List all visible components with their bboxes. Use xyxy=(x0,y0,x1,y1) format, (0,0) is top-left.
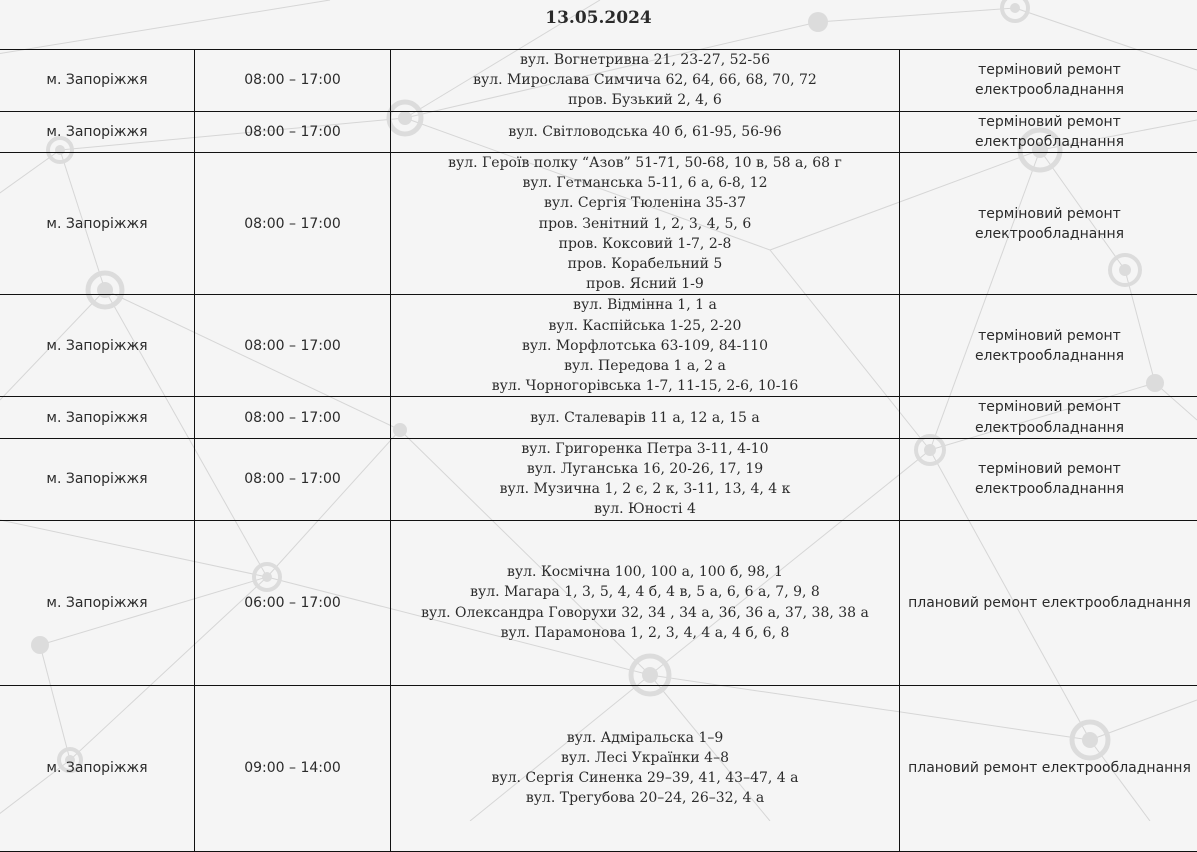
address-line: вул. Григоренка Петра 3-11, 4-10 xyxy=(393,439,897,459)
addresses-cell xyxy=(391,111,900,152)
reason-cell: терміновий ремонт електрообладнання xyxy=(900,295,1197,397)
address-line: вул. Вогнетривна 21, 23-27, 52-56 xyxy=(393,50,897,70)
address-line: вул. Морфлотська 63-109, 84-110 xyxy=(393,336,897,356)
address-line: пров. Коксовий 1-7, 2-8 xyxy=(393,234,897,254)
address-line: пров. Зенітний 1, 2, 3, 4, 5, 6 xyxy=(393,214,897,234)
time-cell: 08:00 – 17:00 xyxy=(195,438,391,520)
city-cell: м. Запоріжжя xyxy=(0,520,195,685)
address-line: вул. Каспійська 1-25, 2-20 xyxy=(393,316,897,336)
address-line: пров. Бузький 2, 4, 6 xyxy=(393,90,897,110)
reason-cell: терміновий ремонт електрообладнання xyxy=(900,397,1197,438)
address-line: вул. Чорногорівська 1-7, 11-15, 2-6, 10-16 xyxy=(393,376,897,396)
address-line: вул. Юності 4 xyxy=(393,499,897,519)
address-line: вул. Магара 1, 3, 5, 4, 4 б, 4 в, 5 а, 6, 6 а, 7, 9, 8 xyxy=(393,582,897,602)
address-line: вул. Луганська 16, 20-26, 17, 19 xyxy=(393,459,897,479)
city-cell: м. Запоріжжя xyxy=(0,153,195,295)
table-row xyxy=(0,111,1197,152)
time-cell: 08:00 – 17:00 xyxy=(195,295,391,397)
table-row xyxy=(0,438,1197,520)
table-row xyxy=(0,397,1197,438)
addresses-cell xyxy=(391,153,900,295)
table-row xyxy=(0,295,1197,397)
time-cell: 08:00 – 17:00 xyxy=(195,111,391,152)
reason-cell: терміновий ремонт електрообладнання xyxy=(900,50,1197,112)
addresses-cell xyxy=(391,685,900,851)
table-row xyxy=(0,153,1197,295)
reason-cell: терміновий ремонт електрообладнання xyxy=(900,438,1197,520)
reason-cell: плановий ремонт електрообладнання xyxy=(900,520,1197,685)
address-line: вул. Передова 1 а, 2 а xyxy=(393,356,897,376)
reason-cell: терміновий ремонт електрообладнання xyxy=(900,153,1197,295)
city-cell: м. Запоріжжя xyxy=(0,438,195,520)
table-row xyxy=(0,520,1197,685)
city-cell: м. Запоріжжя xyxy=(0,111,195,152)
city-cell: м. Запоріжжя xyxy=(0,295,195,397)
city-cell: м. Запоріжжя xyxy=(0,397,195,438)
addresses-cell xyxy=(391,397,900,438)
time-cell: 08:00 – 17:00 xyxy=(195,397,391,438)
address-line: вул. Гетманська 5-11, 6 а, 6-8, 12 xyxy=(393,173,897,193)
address-line: вул. Сергія Синенка 29–39, 41, 43–47, 4 а xyxy=(393,768,897,788)
table-row xyxy=(0,685,1197,851)
table-row xyxy=(0,50,1197,112)
outage-schedule-table xyxy=(0,49,1197,852)
address-line: вул. Олександра Говорухи 32, 34 , 34 а, 36, 36 а, 37, 38, 38 а xyxy=(393,603,897,623)
address-line: вул. Героїв полку “Азов” 51-71, 50-68, 10 в, 58 а, 68 г xyxy=(393,153,897,173)
schedule-date-heading: 13.05.2024 xyxy=(0,8,1197,28)
address-line: вул. Парамонова 1, 2, 3, 4, 4 а, 4 б, 6, 8 xyxy=(393,623,897,643)
address-line: вул. Трегубова 20–24, 26–32, 4 а xyxy=(393,788,897,808)
reason-cell: терміновий ремонт електрообладнання xyxy=(900,111,1197,152)
address-line: вул. Адміральска 1–9 xyxy=(393,728,897,748)
address-line: пров. Ясний 1-9 xyxy=(393,274,897,294)
address-line: вул. Мирослава Симчича 62, 64, 66, 68, 70, 72 xyxy=(393,70,897,90)
address-line: вул. Космічна 100, 100 а, 100 б, 98, 1 xyxy=(393,562,897,582)
address-line: вул. Сергія Тюленіна 35-37 xyxy=(393,193,897,213)
time-cell: 08:00 – 17:00 xyxy=(195,153,391,295)
time-cell: 06:00 – 17:00 xyxy=(195,520,391,685)
reason-cell: плановий ремонт електрообладнання xyxy=(900,685,1197,851)
address-line: вул. Музична 1, 2 є, 2 к, 3-11, 13, 4, 4 к xyxy=(393,479,897,499)
city-cell: м. Запоріжжя xyxy=(0,685,195,851)
addresses-cell xyxy=(391,438,900,520)
address-line: вул. Світловодська 40 б, 61-95, 56-96 xyxy=(393,122,897,142)
address-line: вул. Сталеварів 11 а, 12 а, 15 а xyxy=(393,408,897,428)
address-line: вул. Відмінна 1, 1 а xyxy=(393,295,897,315)
time-cell: 09:00 – 14:00 xyxy=(195,685,391,851)
address-line: пров. Корабельний 5 xyxy=(393,254,897,274)
time-cell: 08:00 – 17:00 xyxy=(195,50,391,112)
address-line: вул. Лесі Українки 4–8 xyxy=(393,748,897,768)
addresses-cell xyxy=(391,520,900,685)
city-cell: м. Запоріжжя xyxy=(0,50,195,112)
addresses-cell xyxy=(391,50,900,112)
addresses-cell xyxy=(391,295,900,397)
